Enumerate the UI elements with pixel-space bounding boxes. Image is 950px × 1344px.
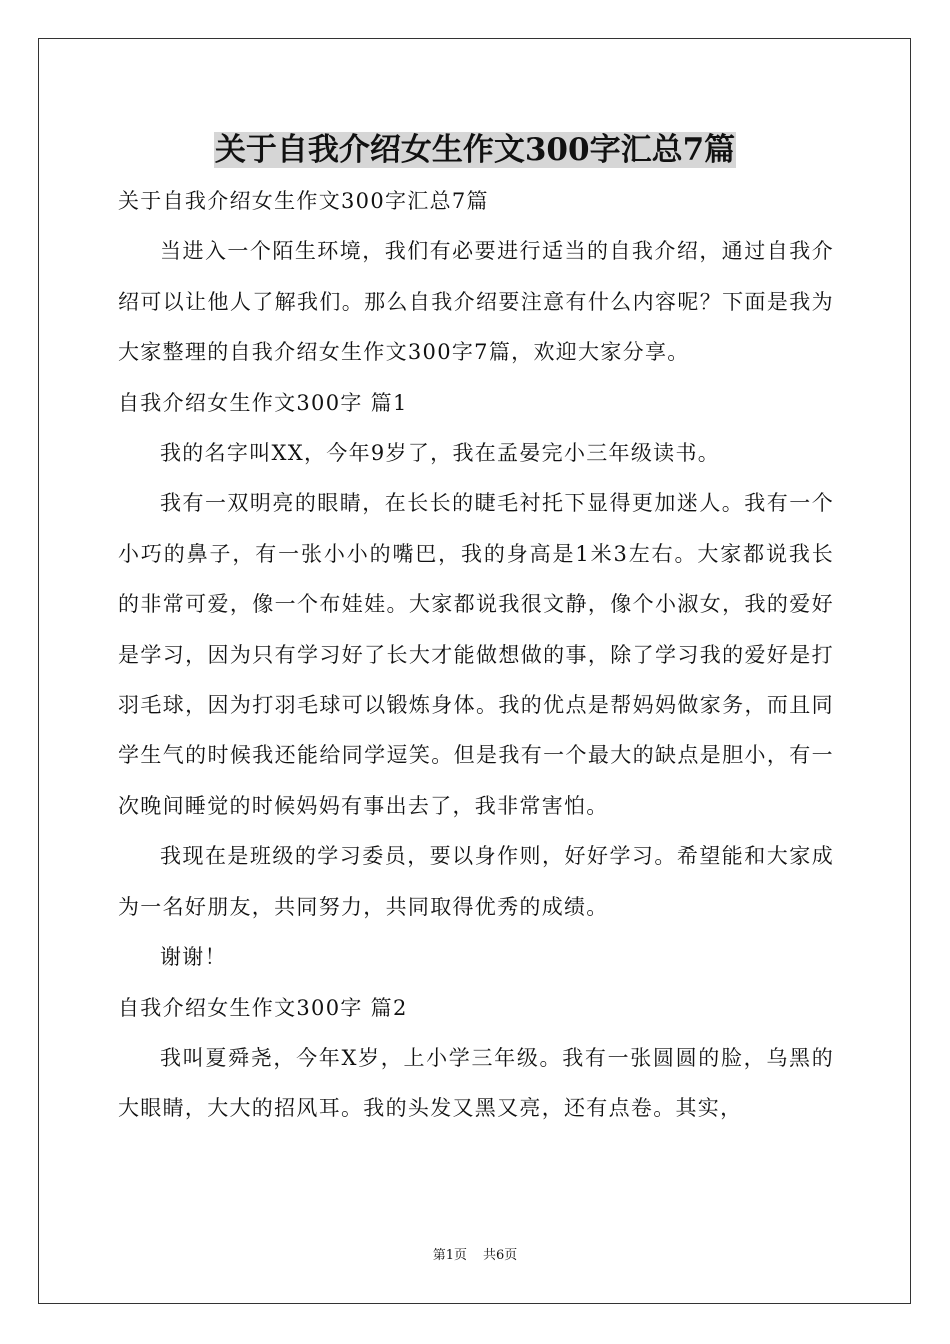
body-paragraph: 我叫夏舜尧，今年X岁，上小学三年级。我有一张圆圆的脸，乌黑的大眼睛，大大的招风耳。我的头发又黑又亮，还有点卷。其实， [118, 1045, 834, 1121]
intro-paragraph: 当进入一个陌生环境，我们有必要进行适当的自我介绍，通过自我介绍可以让他人了解我们。那么自我介绍要注意有什么内容呢？下面是我为大家整理的自我介绍女生作文300字7篇，欢迎大家分享。 [118, 239, 834, 365]
body-paragraph: 谢谢！ [160, 945, 227, 970]
document-body [118, 176, 834, 1134]
body-paragraph: 我的名字叫XX，今年9岁了，我在孟晏完小三年级读书。 [160, 441, 721, 466]
page-number: 第1页 [432, 1248, 467, 1263]
document-title [0, 124, 950, 176]
body-paragraph: 我现在是班级的学习委员，要以身作则，好好学习。希望能和大家成为一名好朋友，共同努力，共同取得优秀的成绩。 [118, 844, 834, 919]
body-paragraph: 我有一双明亮的眼睛，在长长的睫毛衬托下显得更加迷人。我有一个小巧的鼻子，有一张小小的嘴巴，我的身高是1米3左右。大家都说我长的非常可爱，像一个布娃娃。大家都说我很文静，像个小淑女，我的爱好是学习，因为只有学习好了长大才能做想做的事，除了学习我的爱好是打羽毛球，因为打羽毛球可以锻炼身体。我的优点是帮妈妈做家务，而且同学生气的时候我还能给同学逗笑。但是我有一个最大的缺点是胆小，有一次晚间睡觉的时候妈妈有事出去了，我非常害怕。 [118, 491, 834, 818]
section-heading-1: 自我介绍女生作文300字 篇1 [118, 390, 408, 415]
page-footer [0, 1246, 950, 1266]
section-heading-2: 自我介绍女生作文300字 篇2 [118, 995, 408, 1020]
page-total: 共6页 [483, 1248, 518, 1263]
subtitle-line: 关于自我介绍女生作文300字汇总7篇 [118, 189, 489, 213]
document-title-text: 关于自我介绍女生作文300字汇总7篇 [214, 132, 736, 168]
